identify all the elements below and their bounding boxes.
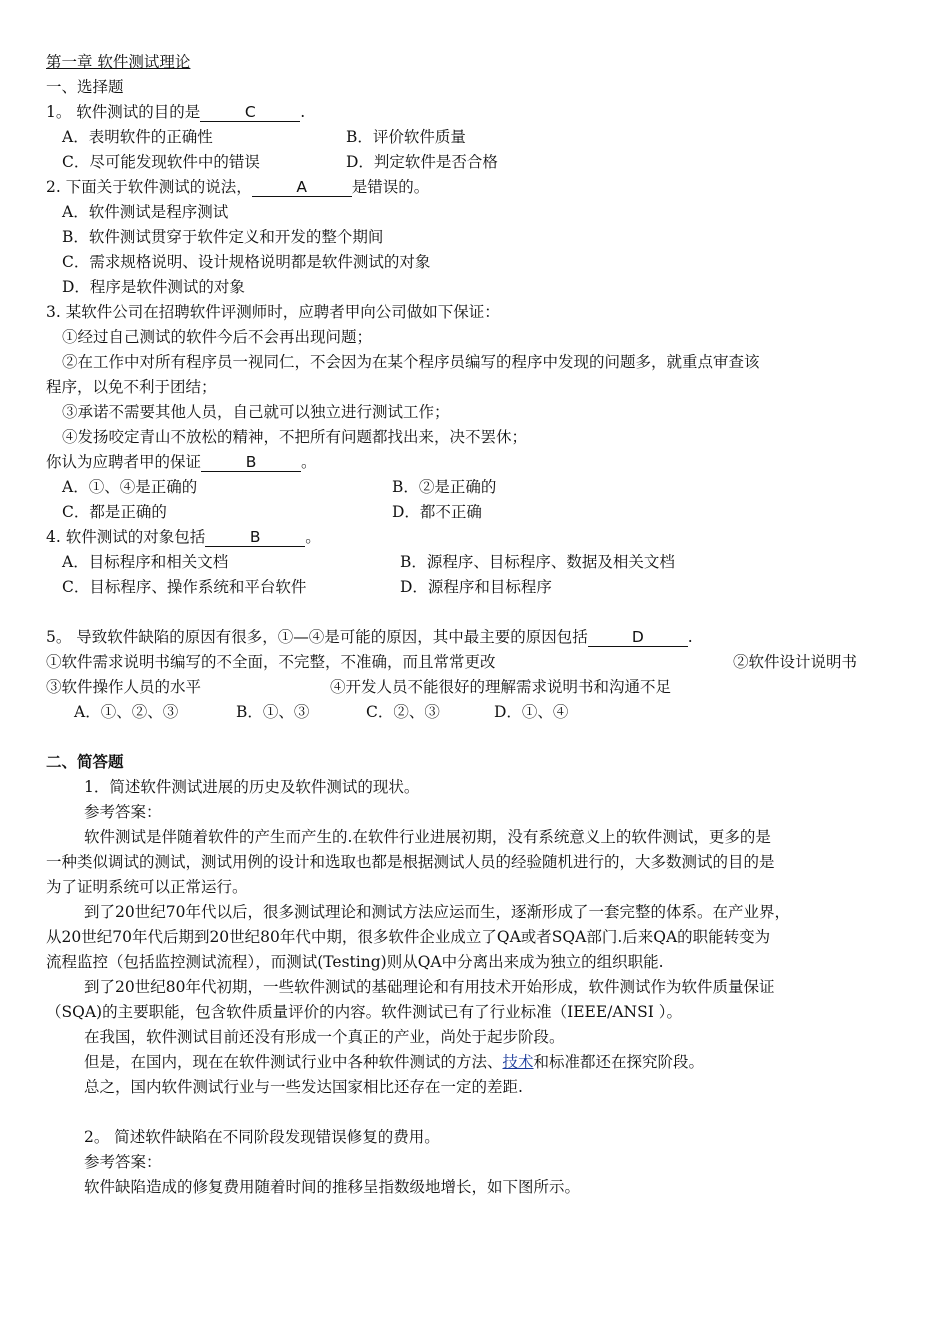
q5-reason-4: ④开发人员不能很好的理解需求说明书和沟通不足 [330,678,672,696]
question-1 [46,102,305,122]
q5-reason-1: ①软件需求说明书编写的不全面，不完整，不准确，而且常常更改 [46,653,496,671]
question-2-answer: A [252,179,352,197]
question-3-ask [46,452,317,472]
section-1-title: 一、选择题 [46,78,124,96]
question-1-stem: 1。 软件测试的目的是 [46,103,201,121]
question-4-answer: B [205,529,305,547]
technology-link[interactable]: 技术 [502,1053,534,1071]
q3-option-d: D．都不正确 [392,503,482,521]
q2-option-d: D．程序是软件测试的对象 [62,278,245,296]
short-question-1-ref-label: 参考答案： [84,803,162,821]
sq1-paragraph-5-before: 但是，在国内，现在在软件测试行业中各种软件测试的方法、 [84,1053,503,1071]
q5-reason-2: ②软件设计说明书 [733,653,858,671]
question-3-ask-text: 你认为应聘者甲的保证 [46,453,202,471]
question-3-suffix: 。 [301,453,317,471]
q4-option-a: A．目标程序和相关文档 [62,553,229,571]
sq2-paragraph-1: 软件缺陷造成的修复费用随着时间的推移呈指数级地增长，如下图所示。 [84,1178,581,1196]
question-5-suffix: . [687,628,693,646]
question-1-answer: C [200,104,300,122]
q1-option-b: B．评价软件质量 [346,128,466,146]
q5-option-b: B．①、③ [236,703,310,721]
sq1-paragraph-3-line-1: 到了20世纪80年代初期，一些软件测试的基础理论和有用技术开始形成，软件测试作为软件质量保证 [84,978,775,996]
question-1-suffix: . [300,103,306,121]
short-question-2-title: 2。 简述软件缺陷在不同阶段发现错误修复的费用。 [84,1128,440,1146]
chapter-title: 第一章 软件测试理论 [46,53,191,71]
sq1-paragraph-5 [84,1052,704,1072]
sq1-paragraph-1-line-1: 软件测试是伴随着软件的产生而产生的.在软件行业进展初期，没有系统意义上的软件测试，更多的是 [84,828,771,846]
q1-option-d: D．判定软件是否合格 [346,153,498,171]
q1-option-c: C．尽可能发现软件中的错误 [62,153,260,171]
question-5-stem: 5。 导致软件缺陷的原因有很多，①—④是可能的原因，其中最主要的原因包括 [46,628,588,646]
sq1-paragraph-3-line-2: （SQA)的主要职能，包含软件质量评价的内容。软件测试已有了行业标准（IEEE/ANSI ）。 [46,1003,683,1021]
q5-reason-3: ③软件操作人员的水平 [46,678,202,696]
q2-option-c: C．需求规格说明、设计规格说明都是软件测试的对象 [62,253,431,271]
q4-option-d: D．源程序和目标程序 [400,578,552,596]
q3-option-b: B．②是正确的 [392,478,497,496]
q5-option-d: D．①、④ [494,703,569,721]
question-2-suffix: 是错误的。 [351,178,430,196]
question-3-answer: B [201,454,301,472]
q1-option-a: A．表明软件的正确性 [62,128,213,146]
question-4-suffix: 。 [305,528,321,546]
q4-option-b: B．源程序、目标程序、数据及相关文档 [400,553,675,571]
sq1-paragraph-6: 总之，国内软件测试行业与一些发达国家相比还存在一定的差距. [84,1078,523,1096]
sq1-paragraph-5-after: 和标准都还在探究阶段。 [533,1053,705,1071]
q3-option-a: A．①、④是正确的 [62,478,198,496]
short-question-2-ref-label: 参考答案： [84,1153,162,1171]
question-5 [46,627,693,647]
sq1-paragraph-1-line-2: 一种类似调试的测试，测试用例的设计和选取也都是根据测试人员的经验随机进行的，大多数测试的目的是 [46,853,775,871]
q3-item-2: ②在工作中对所有程序员一视同仁，不会因为在某个程序员编写的程序中发现的问题多，就重点审查该 [62,353,760,371]
sq1-paragraph-4: 在我国，软件测试目前还没有形成一个真正的产业，尚处于起步阶段。 [84,1028,565,1046]
question-4-stem: 4. 软件测试的对象包括 [46,528,206,546]
q2-option-a: A．软件测试是程序测试 [62,203,229,221]
question-5-answer: D [588,629,688,647]
q4-option-c: C．目标程序、操作系统和平台软件 [62,578,307,596]
q3-item-3: ③承诺不需要其他人员，自己就可以独立进行测试工作； [62,403,450,421]
q3-option-c: C．都是正确的 [62,503,167,521]
q5-option-a: A．①、②、③ [74,703,179,721]
q3-item-4: ④发扬咬定青山不放松的精神，不把所有问题都找出来，决不罢休； [62,428,528,446]
section-2-title: 二、简答题 [46,752,124,771]
q2-option-b: B．软件测试贯穿于软件定义和开发的整个期间 [62,228,384,246]
q3-item-1: ①经过自己测试的软件今后不会再出现问题； [62,328,373,346]
q3-item-2-continued: 程序，以免不利于团结； [46,378,217,396]
question-3-stem: 3. 某软件公司在招聘软件评测师时，应聘者甲向公司做如下保证： [46,303,500,321]
short-question-1-title: 1．简述软件测试进展的历史及软件测试的现状。 [84,778,420,796]
sq1-paragraph-2-line-2: 从20世纪70年代后期到20世纪80年代中期，很多软件企业成立了QA或者SQA部门.后来QA的职能转变为 [46,928,771,946]
q5-option-c: C．②、③ [366,703,440,721]
sq1-paragraph-2-line-1: 到了20世纪70年代以后，很多测试理论和测试方法应运而生，逐渐形成了一套完整的体系。在产业界， [84,903,790,921]
sq1-paragraph-2-line-3: 流程监控（包括监控测试流程），而测试(Testing)则从QA中分离出来成为独立的组织职能. [46,953,664,971]
question-4 [46,527,321,547]
question-2-stem: 2. 下面关于软件测试的说法， [46,178,252,196]
question-2 [46,177,429,197]
sq1-paragraph-1-line-3: 为了证明系统可以正常运行。 [46,878,248,896]
